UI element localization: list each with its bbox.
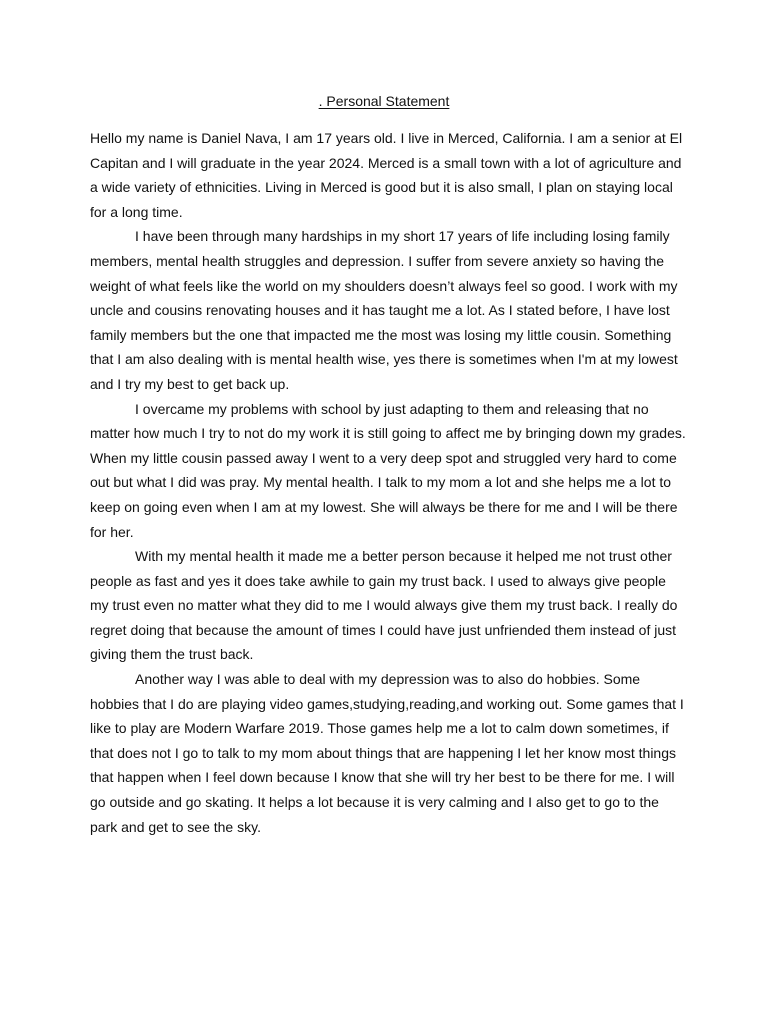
paragraph-mental-health: With my mental health it made me a better person because it helped me not trust other people as fast and yes it does take awhile to gain my trust back. I used to always give people my trust even no matter what they did to me I would always give them my trust back. I really do regret doing that because the amount of times I could have just unfriended them instead of just giving them the trust back. <box>90 548 678 663</box>
document-body <box>90 126 686 839</box>
paragraph-hardships: I have been through many hardships in my short 17 years of life including losing family members, mental health struggles and depression. I suffer from severe anxiety so having the weight of what feels like the world on my shoulders doesn’t always feel so good. I work with my uncle and cousins renovating houses and it has taught me a lot. As I stated before, I have lost family members but the one that impacted me the most was losing my little cousin. Something that I am also dealing with is mental health wise, yes there is sometimes when I'm at my lowest and I try my best to get back up. <box>90 228 678 392</box>
paragraph-intro: Hello my name is Daniel Nava, I am 17 years old. I live in Merced, California. I am a senior at El Capitan and I will graduate in the year 2024. Merced is a small town with a lot of agriculture and a wide variety of ethnicities. Living in Merced is good but it is also small, I plan on staying local for a long time. <box>90 130 683 220</box>
paragraph-hobbies: Another way I was able to deal with my depression was to also do hobbies. Some hobbies that I do are playing video games,studying,reading,and working out. Some games that I like to play are Modern Warfare 2019. Those games help me a lot to calm down sometimes, if that does not I go to talk to my mom about things that are happening I let her know most things that happen when I feel down because I know that she will try her best to be there for me. I will go outside and go skating. It helps a lot because it is very calming and I also get to go to the park and get to see the sky. <box>90 671 684 835</box>
paragraph-overcoming: I overcame my problems with school by just adapting to them and releasing that no matter how much I try to not do my work it is still going to affect me by bringing down my grades. When my little cousin passed away I went to a very deep spot and struggled very hard to come out but what I did was pray. My mental health. I talk to my mom a lot and she helps me a lot to keep on going even when I am at my lowest. She will always be there for me and I will be there for her. <box>90 400 686 540</box>
document-title-text: . Personal Statement <box>318 93 450 109</box>
document-title <box>0 92 768 110</box>
